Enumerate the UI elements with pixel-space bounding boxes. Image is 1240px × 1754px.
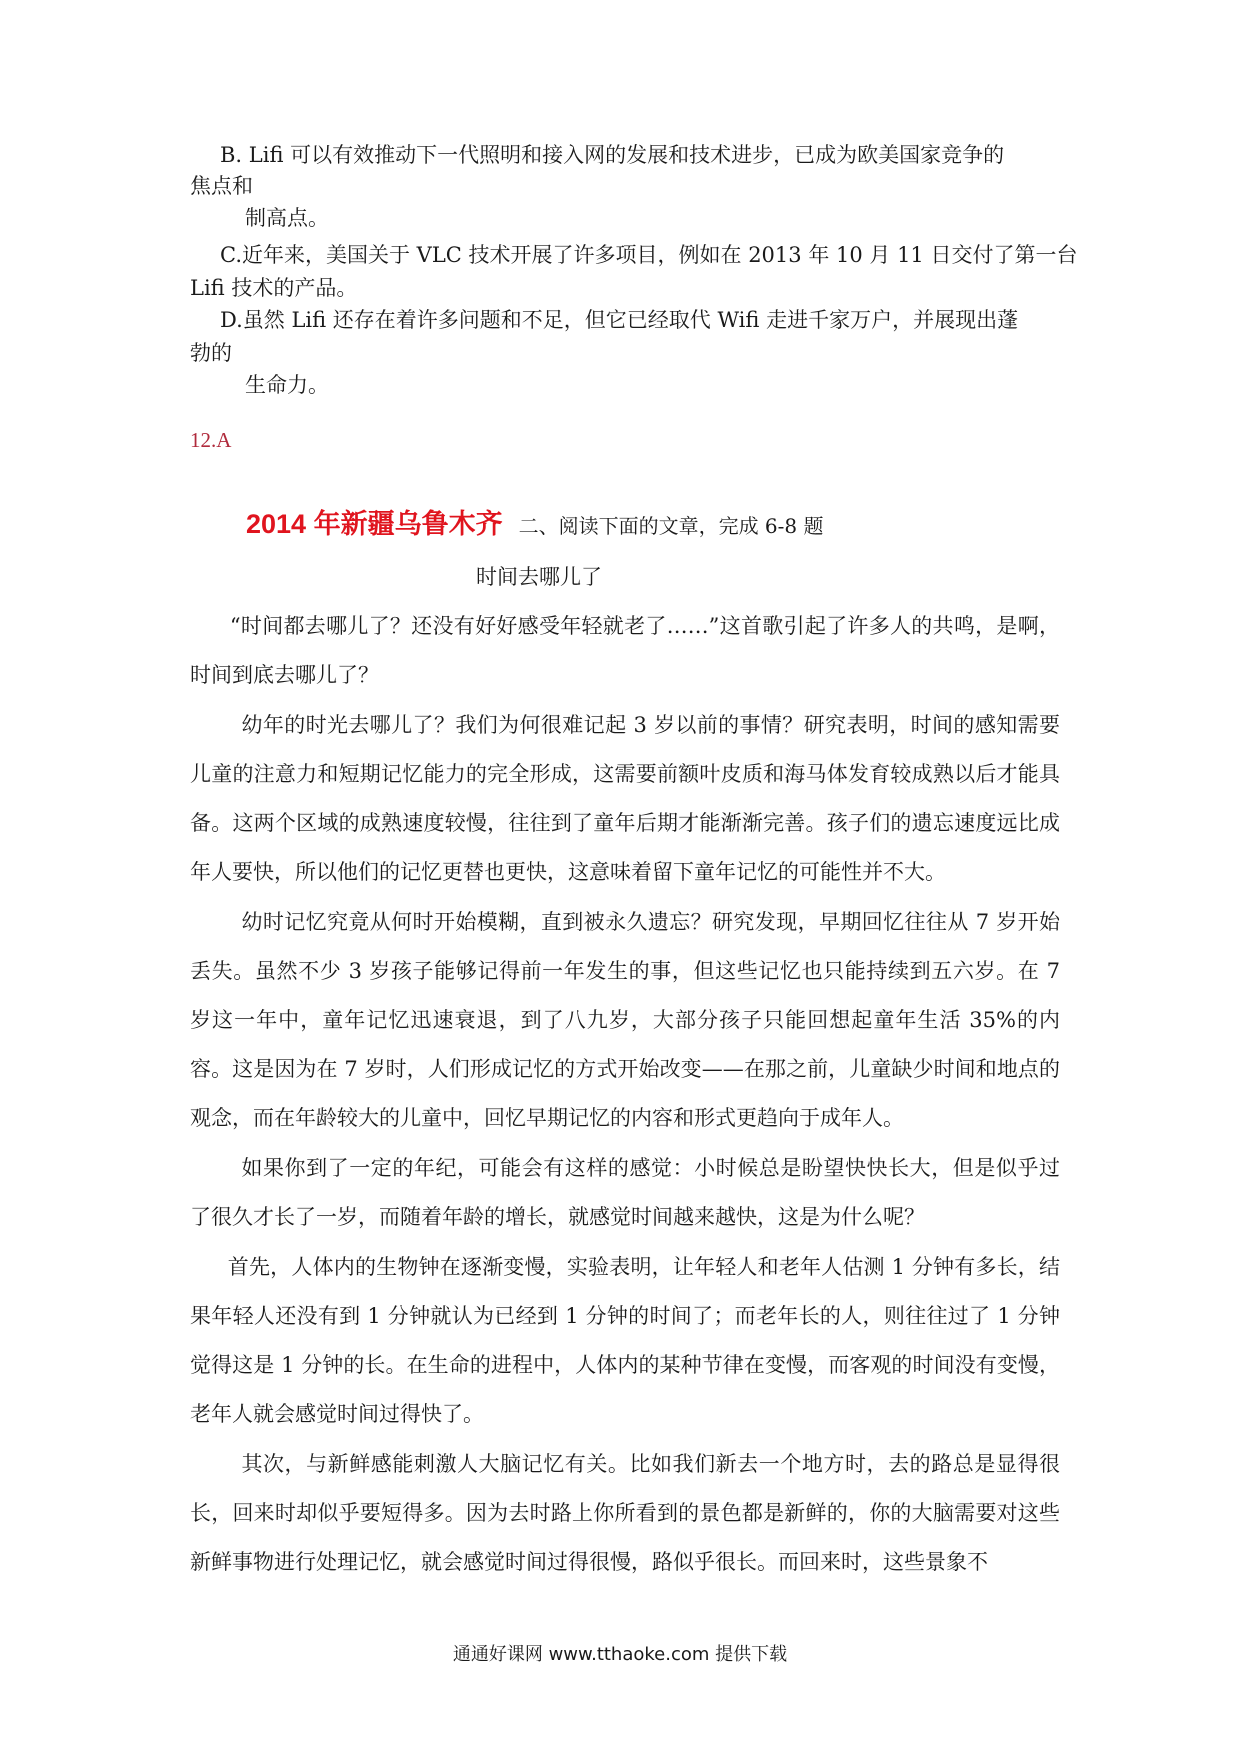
option-b-line-1: B. Lifi 可以有效推动下一代照明和接入网的发展和技术进步，已成为欧美国家竞争的 [220,143,1005,167]
paragraph-2: 幼年的时光去哪儿了？我们为何很难记起 3 岁以前的事情？研究表明，时间的感知需要儿童的注意力和短期记忆能力的完全形成，这需要前额叶皮质和海马体发育较成熟以后才能具备。这两个区域的成熟速度较慢，往往到了童年后期才能渐渐完善。孩子们的遗忘速度远比成年人要快，所以他们的记忆更替也更快，这意味着留下童年记忆的可能性并不大。 [190,713,1060,884]
option-b-line-3: 制高点。 [245,206,329,230]
option-d-line-1: D.虽然 Lifi 还存在着许多问题和不足，但它已经取代 Wifi 走进千家万户，并展现出蓬 [220,308,1019,332]
article-body [190,602,1060,1588]
section-heading [246,502,824,541]
article-title: 时间去哪儿了 [476,565,602,589]
paragraph-5: 首先，人体内的生物钟在逐渐变慢，实验表明，让年轻人和老年人估测 1 分钟有多长，结果年轻人还没有到 1 分钟就认为已经到 1 分钟的时间了；而老年长的人，则往往过了 1 分钟觉得这是 1 分钟的长。在生命的进程中，人体内的某种节律在变慢，而客观的时间没有变慢，老年人就会感觉时间过得快了。 [190,1255,1060,1426]
section-source: 2014 年新疆乌鲁木齐 [246,509,503,539]
option-c-line-2: Lifi 技术的产品。 [190,276,358,300]
option-d-line-3: 生命力。 [245,373,329,397]
paragraph-4: 如果你到了一定的年纪，可能会有这样的感觉：小时候总是盼望快快长大，但是似乎过了很久才长了一岁，而随着年龄的增长，就感觉时间越来越快，这是为什么呢？ [190,1156,1060,1229]
option-b-line-2: 焦点和 [190,174,253,198]
page-footer: 通通好课网 www.tthaoke.com 提供下载 [452,1644,788,1665]
option-d-line-2: 勃的 [190,341,232,365]
answer-label: 12.A [190,428,232,452]
section-instruction: 二、阅读下面的文章，完成 6-8 题 [518,514,824,538]
paragraph-6: 其次，与新鲜感能刺激人大脑记忆有关。比如我们新去一个地方时，去的路总是显得很长，回来时却似乎要短得多。因为去时路上你所看到的景色都是新鲜的，你的大脑需要对这些新鲜事物进行处理记忆，就会感觉时间过得很慢，路似乎很长。而回来时，这些景象不 [190,1452,1060,1574]
option-c-line-1: C.近年来，美国关于 VLC 技术开展了许多项目，例如在 2013 年 10 月 11 日交付了第一台 [220,243,1078,267]
paragraph-3: 幼时记忆究竟从何时开始模糊，直到被永久遗忘？研究发现，早期回忆往往从 7 岁开始丢失。虽然不少 3 岁孩子能够记得前一年发生的事，但这些记忆也只能持续到五六岁。在 7 岁这一年中，童年记忆迅速衰退，到了八九岁，大部分孩子只能回想起童年生活 35%的内容。这是因为在 7 岁时，人们形成记忆的方式开始改变——在那之前，儿童缺少时间和地点的观念，而在年龄较大的儿童中，回忆早期记忆的内容和形式更趋向于成年人。 [190,910,1060,1130]
paragraph-1: “时间都去哪儿了？还没有好好感受年轻就老了……”这首歌引起了许多人的共鸣，是啊，时间到底去哪儿了？ [190,614,1060,687]
